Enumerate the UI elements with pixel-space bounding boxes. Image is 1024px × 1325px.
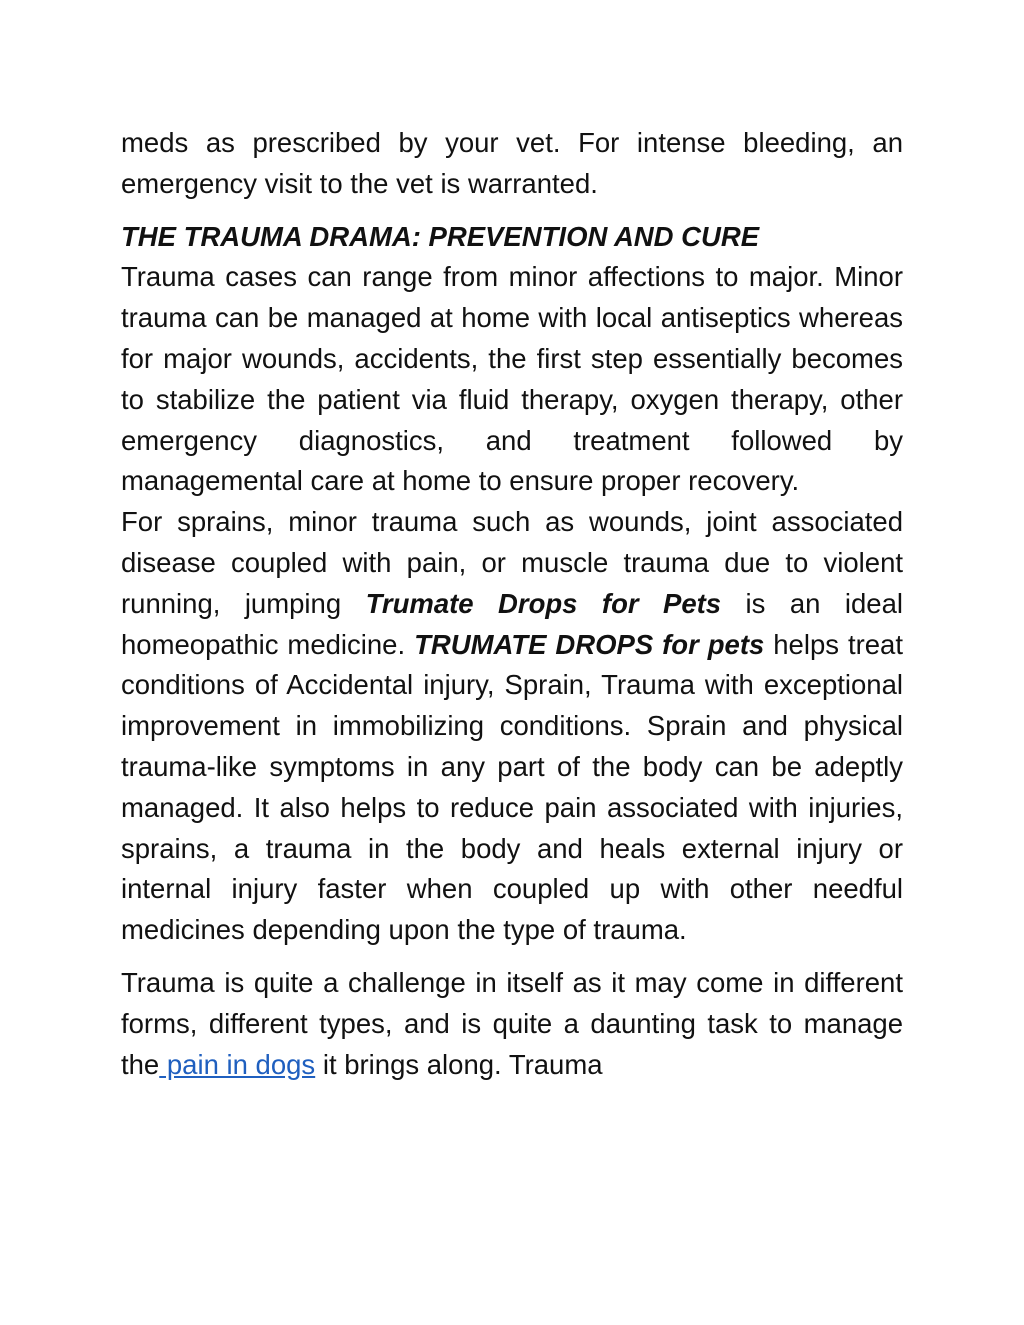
sprain-text-1: For sprains, minor trauma such as wounds, joint associated disease coupled with pain, or muscle trauma due to violent running, jumping [121, 506, 903, 619]
closing-text-1: Trauma is quite a challenge in itself as it may come in different forms, different types, and is quite a daunting task to manage the [121, 966, 903, 1080]
trauma-paragraph: Trauma cases can range from minor affections to major. Minor trauma can be managed at home with local antiseptics whereas for major wounds, accidents, the first step essentially becomes to stabilize the patient via fluid therapy, oxygen therapy, other emergency diagnostics, and treatment followed by managemental care at home to ensure proper recovery. [121, 261, 903, 497]
product-name-trumate-caps: TRUMATE DROPS for pets [414, 628, 765, 660]
sprain-paragraph [121, 502, 903, 951]
closing-text-2: it brings along. Trauma [315, 1048, 603, 1080]
closing-paragraph [121, 963, 903, 1085]
section-heading: THE TRAUMA DRAMA: PREVENTION AND CURE [121, 220, 760, 252]
document-page [121, 123, 903, 1085]
product-name-trumate: Trumate Drops for Pets [365, 587, 722, 619]
sprain-text-2: is an ideal homeopathic medicine. [121, 587, 903, 660]
sprain-text-3: helps treat conditions of Accidental injury, Sprain, Trauma with exceptional improvement in immobilizing conditions. Sprain and physical trauma-like symptoms in any part of the body can be adeptly managed. It also helps to reduce pain associated with injuries, sprains, a trauma in the body and heals external injury or internal injury faster when coupled up with other needful medicines depending upon the type of trauma. [121, 628, 903, 946]
pain-in-dogs-link[interactable]: pain in dogs [159, 1048, 316, 1080]
intro-paragraph: meds as prescribed by your vet. For intense bleeding, an emergency visit to the vet is warranted. [121, 127, 903, 199]
